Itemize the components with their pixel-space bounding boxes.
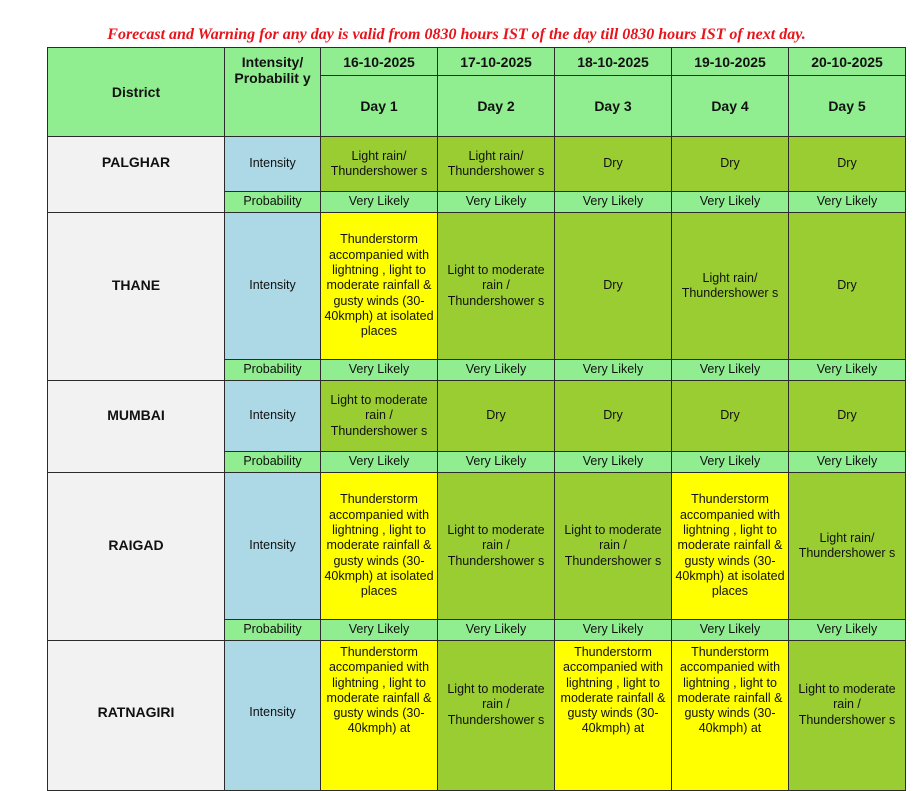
forecast-cell: Dry	[672, 381, 789, 452]
district-cell	[48, 473, 225, 641]
table-row	[48, 137, 906, 192]
forecast-cell: Thunderstorm accompanied with lightning , light to moderate rainfall & gusty winds (30-40kmph) at	[672, 641, 789, 791]
probability-cell: Very Likely	[555, 620, 672, 641]
intensity-label: Intensity	[225, 473, 321, 620]
forecast-cell: Dry	[555, 213, 672, 360]
forecast-cell: Dry	[438, 381, 555, 452]
day-header-1: Day 1	[321, 76, 438, 137]
probability-cell: Very Likely	[789, 452, 906, 473]
intensity-label: Intensity	[225, 137, 321, 192]
district-header: District	[48, 48, 225, 137]
district-name: THANE	[111, 277, 161, 293]
table-row	[48, 473, 906, 620]
forecast-cell: Light rain/ Thundershower s	[321, 137, 438, 192]
probability-cell: Very Likely	[672, 360, 789, 381]
district-name: MUMBAI	[107, 407, 165, 423]
table-row	[48, 381, 906, 452]
forecast-cell: Light to moderate rain / Thundershower s	[438, 641, 555, 791]
date-header-4: 19-10-2025	[672, 48, 789, 76]
probability-cell: Very Likely	[321, 620, 438, 641]
district-name: RATNAGIRI	[97, 704, 175, 720]
forecast-cell: Light rain/ Thundershower s	[789, 473, 906, 620]
district-cell	[48, 641, 225, 791]
probability-cell: Very Likely	[672, 620, 789, 641]
forecast-cell: Dry	[789, 381, 906, 452]
district-cell	[48, 213, 225, 381]
date-header-5: 20-10-2025	[789, 48, 906, 76]
forecast-cell: Light to moderate rain / Thundershower s	[789, 641, 906, 791]
district-cell	[48, 381, 225, 473]
probability-label: Probability	[225, 620, 321, 641]
page-title: Forecast and Warning for any day is valid from 0830 hours IST of the day till 0830 hours IST of next day.	[107, 26, 806, 43]
forecast-cell: Thunderstorm accompanied with lightning , light to moderate rainfall & gusty winds (30-40kmph) at	[555, 641, 672, 791]
probability-cell: Very Likely	[789, 360, 906, 381]
forecast-cell: Light to moderate rain / Thundershower s	[321, 381, 438, 452]
date-header-2: 17-10-2025	[438, 48, 555, 76]
forecast-cell: Light to moderate rain / Thundershower s	[555, 473, 672, 620]
day-header-5: Day 5	[789, 76, 906, 137]
forecast-cell: Light rain/ Thundershower s	[672, 213, 789, 360]
day-header-2: Day 2	[438, 76, 555, 137]
intensity-label: Intensity	[225, 381, 321, 452]
probability-label: Probability	[225, 192, 321, 213]
probability-cell: Very Likely	[789, 192, 906, 213]
probability-cell: Very Likely	[438, 360, 555, 381]
probability-cell: Very Likely	[438, 452, 555, 473]
table-row	[48, 213, 906, 360]
probability-cell: Very Likely	[438, 620, 555, 641]
probability-cell: Very Likely	[672, 452, 789, 473]
date-header-3: 18-10-2025	[555, 48, 672, 76]
forecast-cell: Thunderstorm accompanied with lightning , light to moderate rainfall & gusty winds (30-40kmph) at isolated places	[672, 473, 789, 620]
forecast-cell: Light to moderate rain / Thundershower s	[438, 473, 555, 620]
probability-label: Probability	[225, 452, 321, 473]
forecast-cell: Dry	[672, 137, 789, 192]
probability-cell: Very Likely	[321, 360, 438, 381]
probability-cell: Very Likely	[438, 192, 555, 213]
forecast-cell: Dry	[789, 213, 906, 360]
probability-cell: Very Likely	[321, 192, 438, 213]
forecast-cell: Dry	[555, 137, 672, 192]
date-header-1: 16-10-2025	[321, 48, 438, 76]
day-header-4: Day 4	[672, 76, 789, 137]
probability-cell: Very Likely	[555, 360, 672, 381]
forecast-cell: Thunderstorm accompanied with lightning , light to moderate rainfall & gusty winds (30-40kmph) at isolated places	[321, 473, 438, 620]
forecast-cell: Light rain/ Thundershower s	[438, 137, 555, 192]
intensity-probability-header: Intensity/ Probabilit y	[225, 48, 321, 137]
district-name: RAIGAD	[108, 537, 164, 553]
intensity-label: Intensity	[225, 641, 321, 791]
forecast-cell: Dry	[789, 137, 906, 192]
probability-cell: Very Likely	[321, 452, 438, 473]
district-cell	[48, 137, 225, 213]
probability-label: Probability	[225, 360, 321, 381]
forecast-table	[47, 47, 906, 791]
forecast-cell: Light to moderate rain / Thundershower s	[438, 213, 555, 360]
probability-cell: Very Likely	[555, 452, 672, 473]
district-name: PALGHAR	[101, 154, 171, 170]
forecast-cell: Thunderstorm accompanied with lightning , light to moderate rainfall & gusty winds (30-40kmph) at	[321, 641, 438, 791]
probability-cell: Very Likely	[789, 620, 906, 641]
probability-cell: Very Likely	[672, 192, 789, 213]
table-row	[48, 641, 906, 791]
forecast-cell: Thunderstorm accompanied with lightning , light to moderate rainfall & gusty winds (30-40kmph) at isolated places	[321, 213, 438, 360]
forecast-cell: Dry	[555, 381, 672, 452]
probability-cell: Very Likely	[555, 192, 672, 213]
intensity-label: Intensity	[225, 213, 321, 360]
day-header-3: Day 3	[555, 76, 672, 137]
